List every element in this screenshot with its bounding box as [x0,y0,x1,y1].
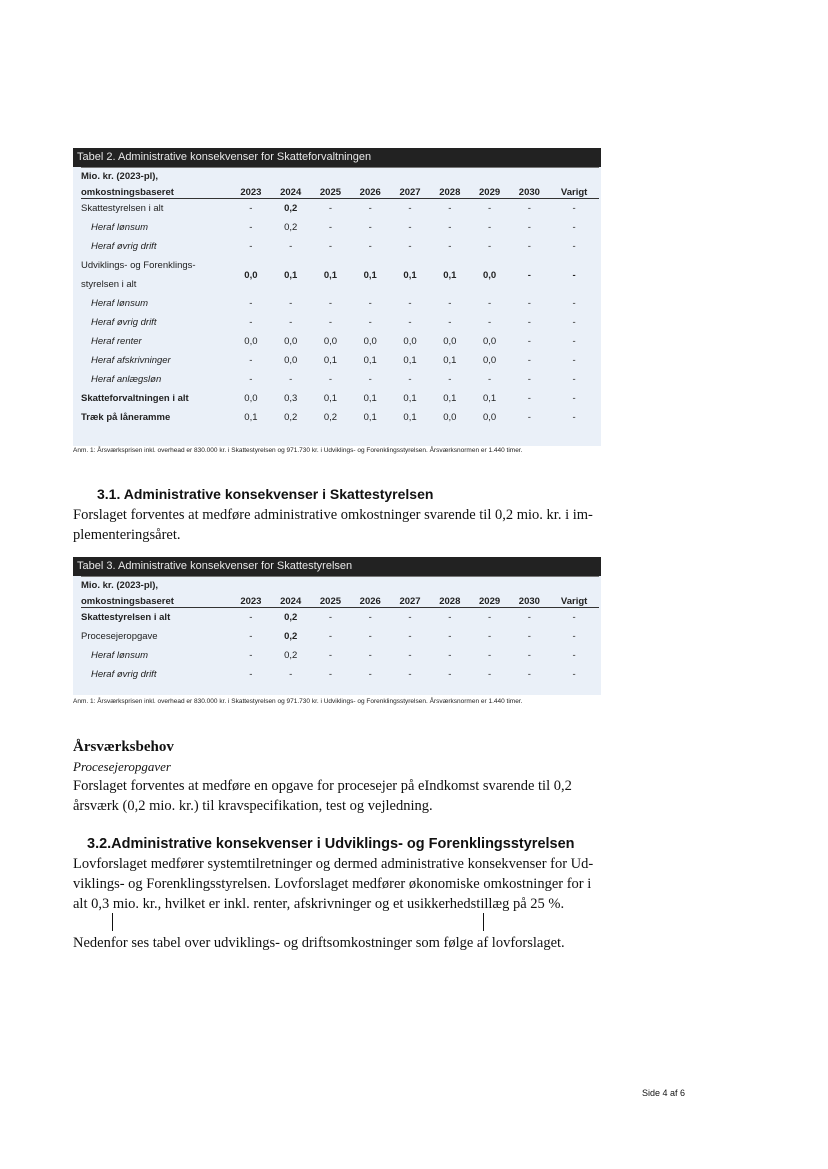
cell: 0,1 [363,393,377,404]
table3 [73,557,601,695]
cell: - [572,669,576,680]
table3-col: Varigt [549,591,599,608]
cell: - [527,650,531,661]
cell: 0,2 [284,650,298,661]
cell: 0,1 [443,355,457,366]
row-label: Heraf afskrivninger [91,355,171,366]
table3-title: Tabel 3. Administrative konsekvenser for Skattestyrelsen [73,557,601,576]
cell: - [572,241,576,252]
cell: 0,0 [363,336,377,347]
table2-header-basis: omkostningsbaseret [81,182,231,199]
cell: - [328,241,333,252]
row-label: Skattestyrelsen i alt [81,612,171,623]
section-31-paragraph [73,505,608,545]
table3-col: 2027 [390,591,430,608]
table2-note: Anm. 1: Årsværksprisen inkl. overhead er 830.000 kr. i Skattestyrelsen og 971.730 kr. i Udviklings- og Forenklingsstyrelsen. Årsværksnormen er 1.440 timer. [73,447,523,454]
cell: 0,2 [284,631,298,642]
cell: - [527,412,531,423]
cell: - [527,355,531,366]
cell: - [328,317,333,328]
table-row [81,370,599,389]
table3-grid [81,576,599,684]
cell: - [249,203,253,214]
row-label: Heraf anlægsløn [91,374,162,385]
cell: - [487,612,492,623]
table2-col: 2023 [231,182,271,199]
table3-body [81,608,599,685]
table2-header-unit: Mio. kr. (2023-pl), [81,168,231,183]
cell: 0,0 [443,336,457,347]
cell: - [289,317,293,328]
cell: - [249,631,253,642]
cell: - [249,355,253,366]
cell: 0,0 [482,269,497,281]
table-row [81,665,599,684]
cell: - [572,355,576,366]
cell: - [572,374,576,385]
table-row [81,237,599,256]
row-label: Heraf lønsum [91,222,149,233]
cell: 0,2 [284,612,298,623]
cell: - [368,669,372,680]
cell: - [328,374,333,385]
cell: - [289,298,293,309]
cell: - [448,222,452,233]
cell: - [572,336,576,347]
cell: - [527,612,531,623]
cell: - [448,374,452,385]
cell: - [328,612,333,623]
cell: 0,1 [284,269,298,281]
table3-col: 2023 [231,591,271,608]
cell: 0,1 [363,355,377,366]
cell: - [249,241,253,252]
cell: 0,2 [284,412,298,423]
cell: - [328,631,333,642]
para-line: plementeringsåret. [73,527,181,543]
cell: - [289,241,293,252]
cell: - [448,298,452,309]
table3-col: 2025 [311,591,351,608]
cell: - [408,241,412,252]
cell: 0,0 [403,336,417,347]
cell: - [487,317,492,328]
cell: - [572,269,576,281]
cell: - [487,650,492,661]
cell: - [368,222,372,233]
cell: - [368,317,372,328]
row-label: Heraf øvrig drift [91,317,157,328]
cell: - [408,612,412,623]
aarsvaerk-subheading: Procesejeropgaver [73,759,171,774]
para-line: alt 0,3 mio. kr., hvilket er inkl. renter, afskrivninger og et usikkerhedstillæg på 25 %. [73,896,565,912]
cell: - [368,241,372,252]
section-31-heading: 3.1. Administrative konsekvenser i Skattestyrelsen [97,486,434,502]
cell: - [328,650,333,661]
table2-grid [81,167,599,427]
table-row [81,351,599,370]
table3-header-basis: omkostningsbaseret [81,591,231,608]
para-line: Forslaget forventes at medføre en opgave for procesejer på eIndkomst svarende til 0,2 [73,778,572,794]
cell: - [527,298,531,309]
table2-title: Tabel 2. Administrative konsekvenser for Skatteforvaltningen [73,148,601,167]
cell: 0,0 [284,355,298,366]
cell: - [572,631,576,642]
cell: - [527,222,531,233]
cell: 0,1 [323,269,338,281]
cell: - [328,298,333,309]
cell: 0,0 [244,393,258,404]
cell: - [527,374,531,385]
cell: - [408,631,412,642]
section-32-heading: 3.2.Administrative konsekvenser i Udviklings- og Forenklingsstyrelsen [87,836,575,852]
cell: - [408,669,412,680]
cell: - [572,203,576,214]
cell: - [328,669,333,680]
cell: - [448,669,452,680]
cell: - [289,669,293,680]
cell: - [487,203,492,214]
cell: 0,1 [403,412,417,423]
cell: - [527,336,531,347]
cell: - [249,298,253,309]
table-row [81,627,599,646]
cell: - [572,412,576,423]
table2-col: 2029 [470,182,510,199]
table2-col: 2026 [350,182,390,199]
cell: 0,1 [403,269,417,281]
row-label: Procesejeropgave [81,631,158,642]
cell: - [408,317,412,328]
cell: - [368,631,372,642]
cell: 0,2 [284,222,298,233]
para-line: viklings- og Forenklingsstyrelsen. Lovforslaget medfører økonomiske omkostninger for i [73,876,592,892]
cell: 0,0 [482,336,497,347]
table-row [81,294,599,313]
table3-col: 2028 [430,591,470,608]
section-32-paragraph [73,854,608,914]
cell: 0,1 [443,393,457,404]
row-label-line1: Udviklings- og Forenklings- [81,260,196,271]
cell: - [527,317,531,328]
cell: 0,1 [443,269,457,281]
cell: 0,1 [363,412,377,423]
cell: - [572,393,576,404]
cell: - [448,317,452,328]
table-row [81,218,599,237]
cell: - [448,650,452,661]
table-row [81,646,599,665]
cell: 0,1 [244,412,258,423]
cell: - [408,374,412,385]
cell: 0,3 [284,393,298,404]
row-label: Træk på låneramme [81,412,171,423]
cell: 0,0 [284,336,298,347]
cell: - [527,203,531,214]
table3-col: 2030 [509,591,549,608]
cell: - [249,650,253,661]
table3-col: 2024 [271,591,311,608]
table2-col: Varigt [549,182,599,199]
cell: - [448,241,452,252]
cell: - [368,374,372,385]
table-row [81,313,599,332]
cell: 0,1 [323,355,338,366]
aarsvaerk-paragraph [73,776,608,816]
cell: - [487,669,492,680]
table2-col: 2027 [390,182,430,199]
row-label-line2: styrelsen i alt [81,279,137,290]
table2-col: 2025 [311,182,351,199]
cell: - [487,222,492,233]
table-row [81,256,599,294]
cell: 0,1 [323,393,338,404]
para-line: Lovforslaget medfører systemtilretninger og dermed administrative konsekvenser for Ud- [73,856,594,872]
row-label: Heraf renter [91,336,142,347]
cell: 0,1 [403,355,417,366]
cell: 0,2 [284,203,298,214]
table2-col: 2028 [430,182,470,199]
section-32-paragraph-2: Nedenfor ses tabel over udviklings- og driftsomkostninger som følge af lovforslaget. [73,935,565,951]
table2-col: 2024 [271,182,311,199]
cell: - [572,650,576,661]
cell: - [572,317,576,328]
table-row [81,332,599,351]
cell: - [249,612,253,623]
row-label: Heraf lønsum [91,298,149,309]
cell: 0,1 [403,393,417,404]
table-row [81,389,599,408]
row-label [81,256,231,294]
cell: 0,0 [443,412,457,423]
table-row [81,199,599,219]
row-label: Heraf øvrig drift [91,669,157,680]
margin-mark [112,913,113,931]
table3-col: 2029 [470,591,510,608]
cell: - [249,222,253,233]
row-label: Skatteforvaltningen i alt [81,393,189,404]
cell: - [448,203,452,214]
row-label: Heraf øvrig drift [91,241,157,252]
cell: - [527,669,531,680]
cell: - [289,374,293,385]
cell: - [368,650,372,661]
cell: - [249,669,253,680]
cell: - [368,203,372,214]
cell: 0,0 [482,412,497,423]
cell: 0,1 [482,393,497,404]
cell: - [408,203,412,214]
cell: - [448,631,452,642]
cell: - [487,241,492,252]
cell: - [572,298,576,309]
row-label: Skattestyrelsen i alt [81,203,164,214]
page-number: Side 4 af 6 [642,1088,686,1098]
table-row [81,608,599,628]
table2 [73,148,601,446]
table3-note: Anm. 1: Årsværksprisen inkl. overhead er 830.000 kr. i Skattestyrelsen og 971.730 kr. i Udviklings- og Forenklingsstyrelsen. Årsværksnormen er 1.440 timer. [73,698,523,705]
margin-mark [483,913,484,931]
cell: 0,2 [323,412,338,423]
cell: - [487,374,492,385]
cell: - [368,298,372,309]
cell: 0,0 [482,355,497,366]
cell: 0,0 [244,269,258,281]
cell: - [487,631,492,642]
cell: 0,1 [363,269,377,281]
table3-header-unit: Mio. kr. (2023-pl), [81,577,231,592]
table-row [81,408,599,427]
cell: - [487,298,492,309]
cell: - [249,374,253,385]
cell: - [368,612,372,623]
cell: - [527,241,531,252]
cell: - [572,222,576,233]
para-line: årsværk (0,2 mio. kr.) til kravspecifikation, test og vejledning. [73,798,433,814]
row-label: Heraf lønsum [91,650,149,661]
cell: - [408,298,412,309]
table3-col: 2026 [350,591,390,608]
aarsvaerk-heading: Årsværksbehov [73,739,174,755]
cell: - [527,631,531,642]
para-line: Forslaget forventes at medføre administrative omkostninger svarende til 0,2 mio. kr. i im- [73,507,593,523]
cell: - [408,650,412,661]
cell: - [328,222,333,233]
cell: - [572,612,576,623]
table2-col: 2030 [509,182,549,199]
cell: - [249,317,253,328]
cell: - [328,203,333,214]
cell: - [527,393,531,404]
cell: - [448,612,452,623]
cell: 0,0 [323,336,338,347]
table2-body [81,199,599,428]
cell: - [408,222,412,233]
cell: - [527,269,531,281]
cell: 0,0 [244,336,258,347]
